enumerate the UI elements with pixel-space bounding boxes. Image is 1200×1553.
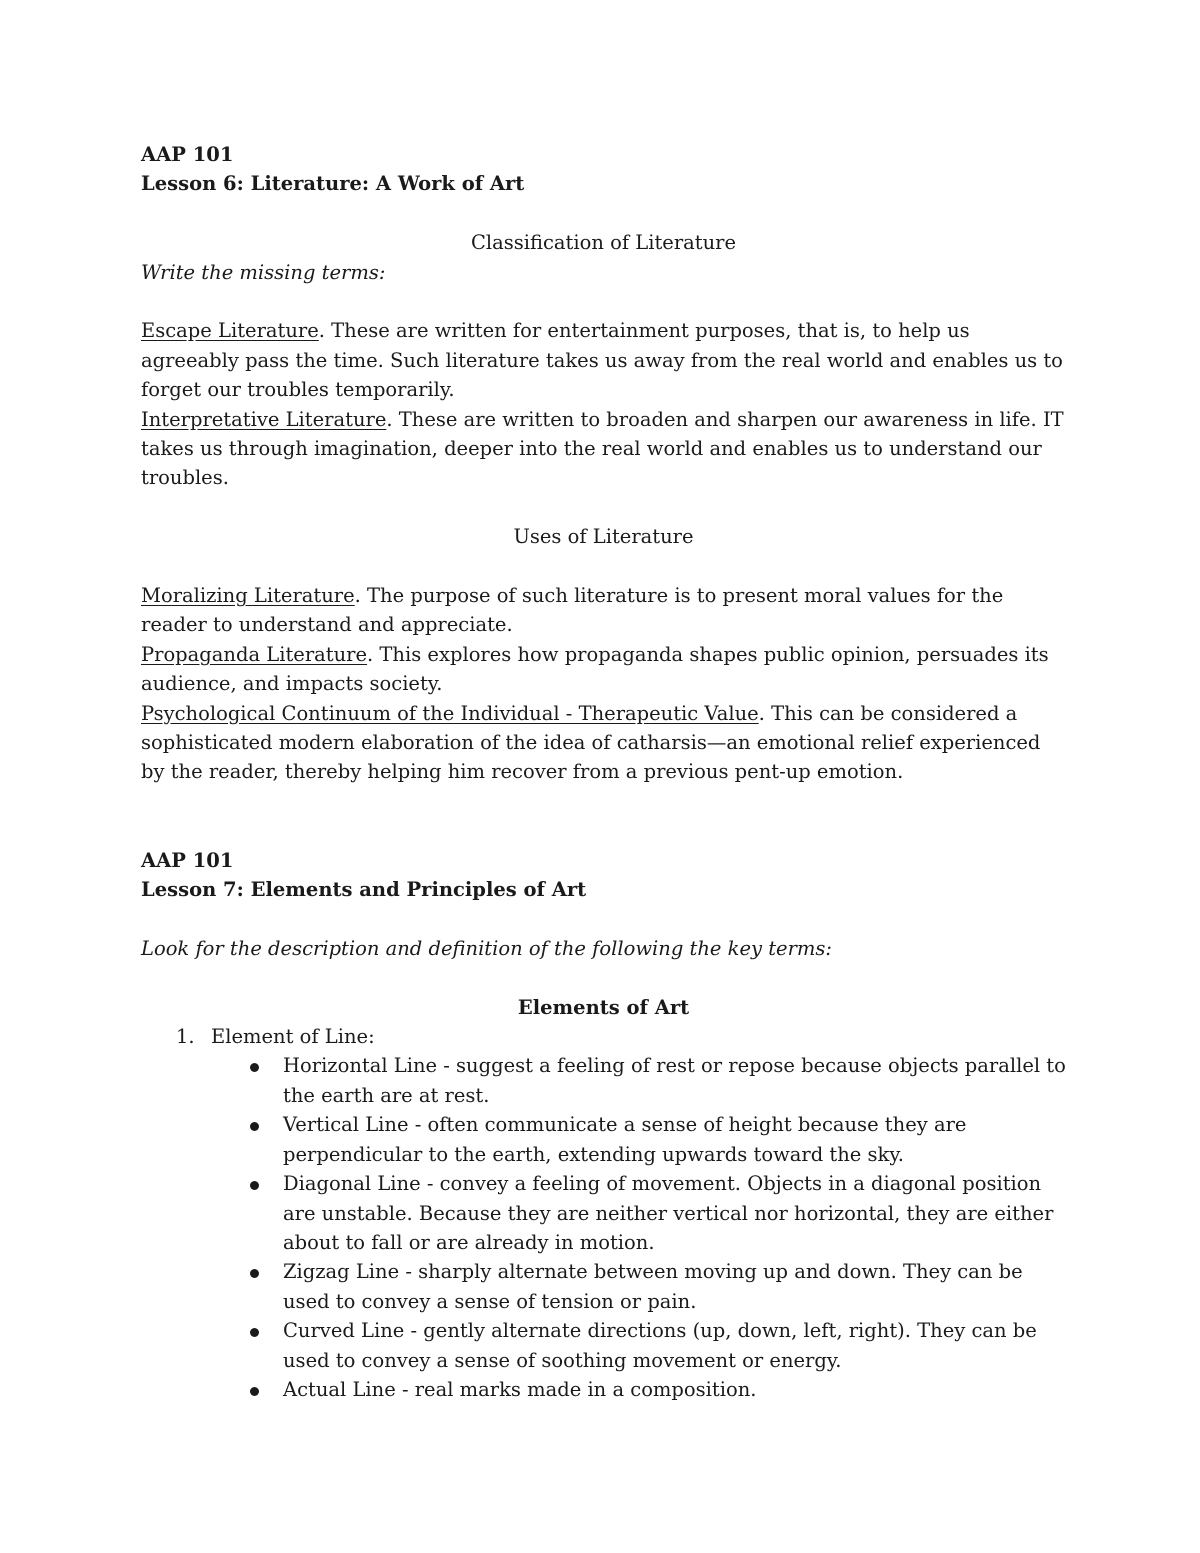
psychological-continuum-paragraph (141, 699, 1066, 787)
list-item (141, 1022, 1066, 1051)
spacer (141, 787, 1066, 846)
lesson7-course: AAP 101 (141, 848, 234, 872)
diagonal-line-item: Diagonal Line - convey a feeling of movement. Objects in a diagonal position are unstable. Because they are neither vertical nor horizontal, they are either about to fall or are already in motion. (283, 1172, 1054, 1254)
actual-line-item: Actual Line - real marks made in a composition. (283, 1377, 757, 1401)
list-item (141, 1257, 1066, 1316)
bullet-icon (250, 1328, 259, 1337)
vertical-line-item: Vertical Line - often communicate a sense of height because they are perpendicular to the earth, extending upwards toward the sky. (283, 1113, 967, 1166)
spacer (141, 904, 1066, 933)
psychological-continuum-text: . This can be considered a sophisticated modern elaboration of the idea of catharsis—an emotional relief experienced by the reader, thereby helping him recover from a previous pent-up emotion. (141, 701, 1041, 784)
interpretative-literature-paragraph (141, 405, 1066, 493)
spacer (141, 287, 1066, 316)
lesson7-instruction: Look for the description and definition of the following the key terms: (141, 936, 832, 960)
lesson6-title: Lesson 6: Literature: A Work of Art (141, 172, 525, 196)
list-number: 1. (176, 1025, 195, 1049)
elements-of-art-heading: Elements of Art (517, 995, 690, 1019)
propaganda-literature-paragraph (141, 640, 1066, 699)
moralizing-literature-term: Moralizing Literature (141, 584, 355, 608)
interpretative-literature-text: . These are written to broaden and sharpen our awareness in life. IT takes us through imagination, deeper into the real world and enables us to understand our troubles. (141, 407, 1064, 490)
bullet-icon (250, 1269, 259, 1278)
propaganda-literature-text: . This explores how propaganda shapes public opinion, persuades its audience, and impacts society. (141, 642, 1049, 696)
elements-list (141, 1022, 1066, 1051)
escape-literature-text: . These are written for entertainment purposes, that is, to help us agreeably pass the time. Such literature takes us away from the real world and enables us to forget our troubles temporarily. (141, 319, 1063, 402)
lesson6-course: AAP 101 (141, 143, 234, 166)
spacer (141, 552, 1066, 581)
bullet-icon (250, 1387, 259, 1396)
line-types-list (141, 1051, 1066, 1404)
interpretative-literature-term: Interpretative Literature (141, 407, 387, 431)
list-item (141, 1051, 1066, 1110)
list-item (141, 1316, 1066, 1375)
spacer (141, 493, 1066, 522)
list-item (141, 1375, 1066, 1404)
bullet-icon (250, 1122, 259, 1131)
element-of-line-label: Element of Line: (211, 1025, 375, 1049)
list-item (141, 1169, 1066, 1257)
escape-literature-paragraph (141, 316, 1066, 404)
classification-heading: Classification of Literature (470, 231, 737, 255)
psychological-continuum-term: Psychological Continuum of the Individual - Therapeutic Value (141, 701, 759, 725)
spacer (141, 199, 1066, 228)
document-page (141, 140, 1066, 1404)
moralizing-literature-paragraph (141, 581, 1066, 640)
zigzag-line-item: Zigzag Line - sharply alternate between moving up and down. They can be used to convey a sense of tension or pain. (283, 1260, 1023, 1313)
propaganda-literature-term: Propaganda Literature (141, 642, 368, 666)
bullet-icon (250, 1181, 259, 1190)
list-item (141, 1110, 1066, 1169)
escape-literature-term: Escape Literature (141, 319, 319, 343)
bullet-icon (250, 1063, 259, 1072)
horizontal-line-item: Horizontal Line - suggest a feeling of rest or repose because objects parallel to the earth are at rest. (283, 1054, 1066, 1107)
curved-line-item: Curved Line - gently alternate directions (up, down, left, right). They can be used to convey a sense of soothing movement or energy. (283, 1319, 1037, 1372)
lesson6-instruction: Write the missing terms: (141, 260, 386, 284)
uses-heading: Uses of Literature (513, 525, 694, 549)
moralizing-literature-text: . The purpose of such literature is to present moral values for the reader to understand and appreciate. (141, 584, 1004, 637)
lesson7-title: Lesson 7: Elements and Principles of Art (141, 878, 587, 902)
spacer (141, 963, 1066, 992)
